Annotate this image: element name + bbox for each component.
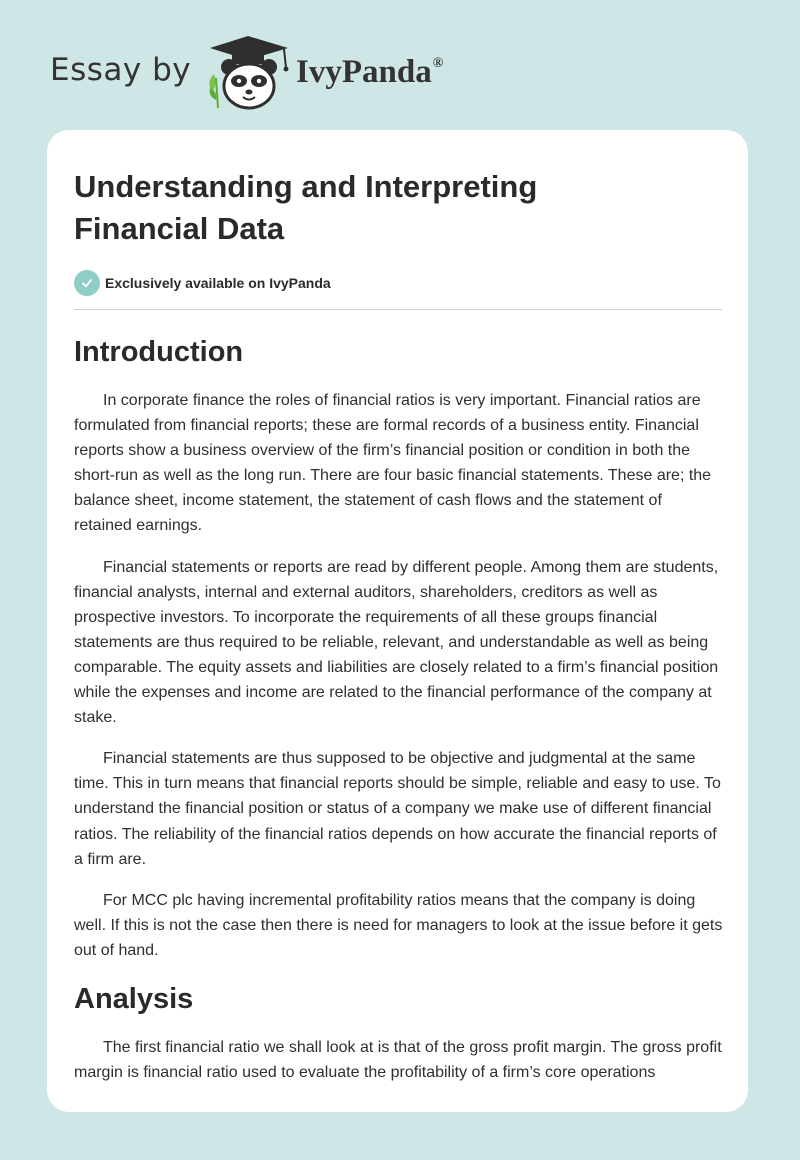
site-header [50, 30, 750, 110]
check-icon [74, 270, 100, 296]
section-heading: Analysis [74, 982, 194, 1015]
paragraph: In corporate finance the roles of financial ratios is very important. Financial ratios are formulated from financial reports; these are formal records of a business entity. Financial reports show a business overview of the firm’s financial position or condition in both the short-run as well as the long run. There are four basic financial statements. These are; the balance sheet, income statement, the statement of cash flows and the statement of retained earnings. [74, 392, 712, 535]
section-analysis [74, 981, 722, 1085]
brand-name[interactable] [296, 54, 443, 91]
panda-logo-icon[interactable] [202, 34, 294, 110]
section-introduction [74, 334, 722, 963]
paragraph: For MCC plc having incremental profitability ratios means that the company is doing well. If this is not the case then there is need for managers to look at the issue before it gets out of hand. [74, 891, 723, 959]
brand-name-text: IvyPanda [296, 54, 432, 90]
exclusive-badge [74, 269, 722, 297]
paragraph: Financial statements or reports are read by different people. Among them are students, financial analysts, internal and external auditors, shareholders, creditors as well as prospective investors. To incorporate the requirements of all these groups financial statements are thus required to be reliable, relevant, and understandable as well as being comparable. The equity assets and liabilities are closely related to a firm’s financial position while the expenses and income are related to the financial performance of the company at stake. [74, 558, 719, 727]
essay-by-label: Essay by [50, 52, 192, 88]
title-divider [74, 309, 722, 310]
paragraph: Financial statements are thus supposed to be objective and judgmental at the same time. This in turn means that financial reports should be simple, reliable and easy to use. To understand the financial position or status of a company we make use of different financial ratios. The reliability of the financial ratios depends on how accurate the financial reports of a firm are. [74, 750, 721, 868]
exclusive-badge-label: Exclusively available on IvyPanda [105, 275, 331, 291]
essay-title: Understanding and Interpreting Financial Data [74, 169, 538, 246]
trademark-symbol: ® [432, 56, 444, 71]
paragraph: The first financial ratio we shall look at is that of the gross profit margin. The gross profit margin is financial ratio used to evaluate the profitability of a firm’s core operations [74, 1038, 722, 1082]
essay-card [47, 130, 748, 1112]
section-heading: Introduction [74, 336, 244, 368]
